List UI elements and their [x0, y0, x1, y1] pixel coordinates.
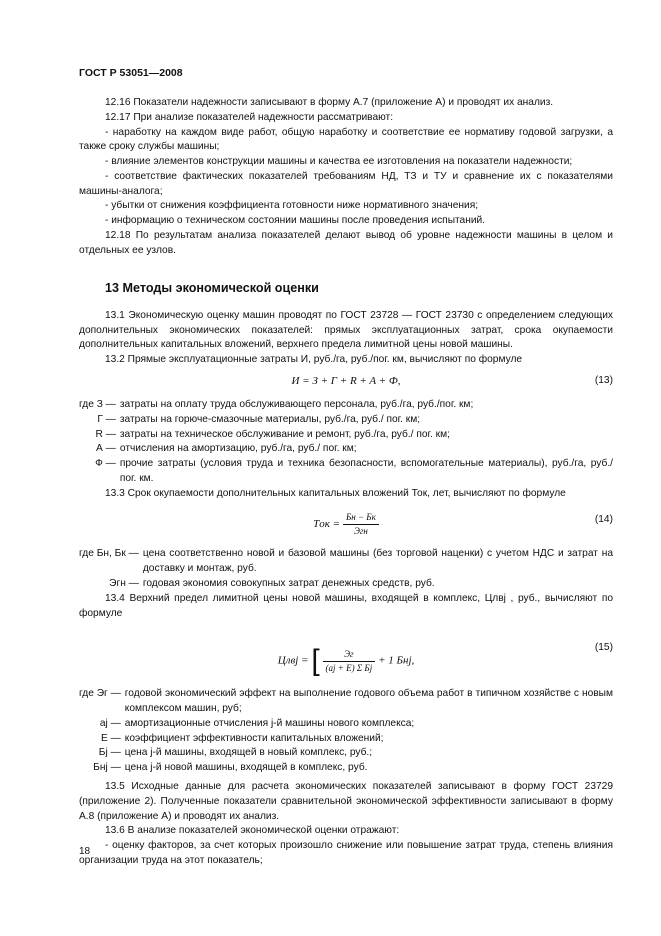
- formula-14-fraction: [343, 511, 379, 538]
- def-desc: коэффициент эффективности капитальных вложений;: [124, 732, 384, 744]
- bracket-left: [: [311, 644, 320, 678]
- def-term: R —: [95, 428, 116, 440]
- para-12-17: 12.17 При анализе показателей надежности рассматривают:: [105, 111, 394, 123]
- list-item: - информацию о техническом состоянии машины после проведения испытаний.: [105, 215, 486, 227]
- section-title: 13 Методы экономической оценки: [105, 280, 319, 295]
- para-13-4: 13.4 Верхний предел лимитной цены новой машины, входящей в комплекс, Цлвj , руб., вычисляют по формуле: [79, 592, 613, 619]
- formula-14: [79, 507, 613, 547]
- formula-13-number: (13): [594, 374, 613, 386]
- formula-15-fraction: [323, 648, 376, 675]
- def-term: А —: [96, 443, 116, 455]
- def-term: Бнj —: [93, 762, 121, 774]
- defs-13: [79, 398, 613, 487]
- def-term: где З —: [79, 398, 116, 410]
- def-desc: затраты на оплату труда обслуживающего персонала, руб./га, руб./пог. км;: [119, 398, 474, 410]
- para-13-2: 13.2 Прямые эксплуатационные затраты И, руб./га, руб./пог. км, вычисляют по формуле: [105, 354, 523, 366]
- formula-14-denominator: Эгн: [353, 526, 368, 537]
- formula-15-numerator: Эг: [323, 648, 376, 662]
- def-desc: годовая экономия совокупных затрат денежных средств, руб.: [142, 578, 435, 589]
- def-term: Ф —: [95, 458, 116, 470]
- para-12-18: 12.18 По результатам анализа показателей делают вывод об уровне надежности машины в целом и отдельных ее узлов.: [79, 230, 613, 256]
- def-term: где Бн, Бк —: [79, 548, 139, 560]
- para-13-1: 13.1 Экономическую оценку машин проводят по ГОСТ 23728 — ГОСТ 23730 с определением следующих дополнительных экономических показателей: прямых эксплуатационных затрат, срока окупаемости дополнительных капитальных вложений, верхнего предела лимитной цены новой машины.: [79, 309, 613, 351]
- formula-14-number: (14): [594, 514, 613, 526]
- formula-14-numerator: Бн − Бк: [343, 511, 379, 525]
- document-header: ГОСТ Р 53051—2008: [79, 67, 183, 79]
- para-13-3: 13.3 Срок окупаемости дополнительных капитальных вложений Ток, лет, вычисляют по формуле: [105, 487, 566, 499]
- formula-15: [79, 627, 613, 687]
- def-desc: прочие затраты (условия труда и техника безопасности, вспомогательные материалы), руб./га, руб./ пог. км.: [119, 458, 613, 484]
- page-body: [79, 96, 613, 869]
- formula-13: [79, 374, 613, 398]
- para-12-16: 12.16 Показатели надежности записывают в форму А.7 (приложение А) и проводят их анализ.: [105, 97, 554, 108]
- def-desc: затраты на техническое обслуживание и ремонт, руб./га, руб./ пог. км;: [119, 428, 450, 440]
- def-desc: затраты на горюче-смазочные материалы, руб./га, руб./ пог. км;: [119, 413, 421, 425]
- def-term: где Эг —: [79, 688, 121, 700]
- def-desc: цена j-й машины, входящей в новый комплекс, руб.;: [124, 747, 373, 759]
- def-desc: отчисления на амортизацию, руб./га, руб./ пог. км;: [119, 443, 357, 455]
- defs-15: [79, 687, 613, 776]
- formula-15-denominator: (aj + E) Σ Бj: [325, 662, 373, 673]
- list-item: - оценку факторов, за счет которых произошло снижение или повышение затрат труда, степень влияния организации труда на этот показатель;: [79, 840, 613, 866]
- def-term: aj —: [99, 717, 121, 729]
- def-term: Бj —: [98, 747, 121, 759]
- def-term: Е —: [100, 732, 121, 744]
- formula-15-number: (15): [594, 642, 613, 654]
- list-item: - соответствие фактических показателей требованиям НД, ТЗ и ТУ и сравнение их с показателями машины-аналога;: [79, 170, 613, 197]
- list-item: - убытки от снижения коэффициента готовности ниже нормативного значения;: [105, 200, 479, 212]
- def-desc: годовой экономический эффект на выполнение годового объема работ в типичном хозяйстве с новым комплексом машин, руб;: [124, 688, 613, 715]
- page-number: 18: [79, 846, 91, 857]
- def-term: Г —: [97, 413, 116, 425]
- def-term: Эгн —: [109, 578, 139, 589]
- formula-14-lhs: Tок =: [313, 518, 341, 531]
- list-item: - влияние элементов конструкции машины и качества ее изготовления на показатели надежности;: [105, 156, 573, 168]
- defs-14: [79, 547, 613, 591]
- def-desc: цена j-й новой машины, входящей в комплекс, руб.: [124, 762, 368, 774]
- formula-15-tail: + 1 Бнj,: [378, 654, 415, 667]
- formula-15-lhs: Цлвj =: [277, 654, 309, 667]
- list-item: - наработку на каждом виде работ, общую наработку и соответствие ее нормативу годовой загрузки, а также сроку службы машины;: [79, 126, 613, 153]
- def-desc: цена соответственно новой и базовой машины (без торговой наценки) с учетом НДС и затрат на доставку и монтаж, руб.: [142, 548, 613, 575]
- def-desc: амортизационные отчисления j-й машины нового комплекса;: [124, 717, 415, 729]
- para-13-5: 13.5 Исходные данные для расчета экономических показателей записывают в форму ГОСТ 23729 (приложение 2). Полученные показатели сравнительной экономической эффективности записывают в форму А.8 (приложение А) и проводят их анализ.: [79, 781, 613, 822]
- formula-13-body: И = З + Г + R + A + Ф,: [291, 374, 401, 387]
- para-13-6: 13.6 В анализе показателей экономической оценки отражают:: [105, 825, 400, 837]
